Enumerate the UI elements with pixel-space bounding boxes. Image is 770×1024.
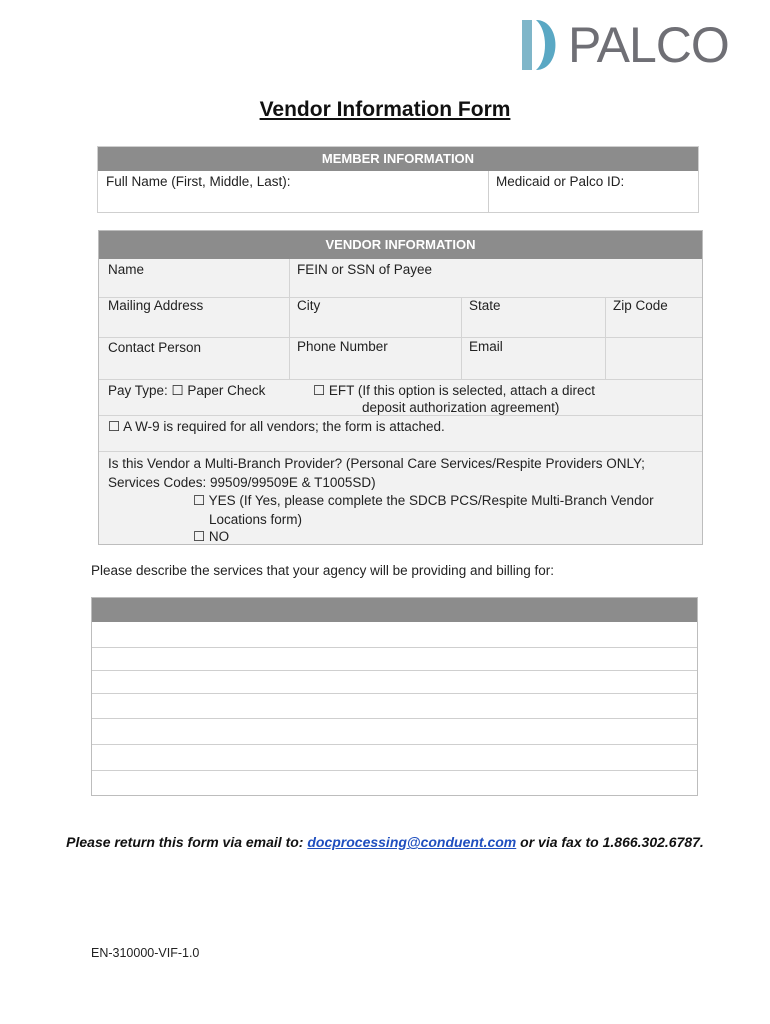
return-email-link[interactable]: docprocessing@conduent.com	[307, 834, 517, 850]
row-divider	[99, 337, 702, 338]
zip-code-field-label[interactable]: Zip Code	[613, 298, 668, 313]
services-description-table[interactable]	[91, 597, 698, 796]
vendor-information-header: VENDOR INFORMATION	[99, 231, 702, 259]
city-field-label[interactable]: City	[297, 298, 321, 313]
full-name-field-label[interactable]: Full Name (First, Middle, Last):	[106, 174, 291, 189]
pay-type-paper-check-option[interactable]: Pay Type: ☐ Paper Check	[108, 383, 266, 398]
logo-text: PALCO	[568, 17, 729, 73]
return-prefix: Please return this form via email to:	[66, 834, 308, 850]
return-instructions	[0, 834, 770, 850]
services-row-line	[92, 718, 697, 719]
services-row-line	[92, 693, 697, 694]
member-information-header: MEMBER INFORMATION	[98, 147, 698, 171]
form-code: EN-310000-VIF-1.0	[91, 946, 200, 960]
services-prompt: Please describe the services that your agency will be providing and billing for:	[91, 563, 555, 578]
mailing-address-field-label[interactable]: Mailing Address	[108, 298, 204, 313]
row-divider	[99, 415, 702, 416]
column-divider	[488, 171, 489, 212]
return-fax: or via fax to 1.866.302.6787.	[516, 834, 704, 850]
services-codes-text: Services Codes: 99509/99509E & T1005SD)	[108, 475, 376, 490]
member-information-table	[97, 146, 699, 213]
page-title: Vendor Information Form	[259, 98, 511, 121]
vendor-name-field-label[interactable]: Name	[108, 262, 145, 277]
multi-branch-yes-option[interactable]: ☐ YES (If Yes, please complete the SDCB PCS/Respite Multi-Branch Vendor	[193, 493, 654, 508]
column-divider	[461, 297, 462, 379]
email-field-label[interactable]: Email	[469, 339, 503, 354]
services-row-line	[92, 770, 697, 771]
state-field-label[interactable]: State	[469, 298, 501, 313]
eft-note: deposit authorization agreement)	[362, 400, 560, 415]
row-divider	[99, 451, 702, 452]
w9-checkbox[interactable]: ☐ A W-9 is required for all vendors; the form is attached.	[108, 419, 445, 434]
services-row-line	[92, 647, 697, 648]
palco-logo	[518, 16, 738, 74]
services-row-line	[92, 670, 697, 671]
palco-logo-mark	[518, 16, 568, 74]
pay-type-eft-option[interactable]: ☐ EFT (If this option is selected, attach a direct	[313, 383, 595, 398]
column-divider	[289, 259, 290, 379]
fein-field-label[interactable]: FEIN or SSN of Payee	[297, 262, 433, 277]
services-table-header	[92, 598, 697, 622]
row-divider	[99, 379, 702, 380]
contact-person-field-label[interactable]: Contact Person	[108, 340, 202, 355]
multi-branch-question: Is this Vendor a Multi-Branch Provider? (Personal Care Services/Respite Providers ONLY;	[108, 456, 645, 471]
vendor-information-table	[98, 230, 703, 545]
column-divider	[605, 297, 606, 379]
phone-number-field-label[interactable]: Phone Number	[297, 339, 388, 354]
member-information-body	[98, 171, 698, 212]
medicaid-id-field-label[interactable]: Medicaid or Palco ID:	[496, 174, 625, 189]
yes-option-note: Locations form)	[209, 512, 303, 527]
services-row-line	[92, 744, 697, 745]
multi-branch-no-option[interactable]: ☐ NO	[193, 529, 230, 544]
